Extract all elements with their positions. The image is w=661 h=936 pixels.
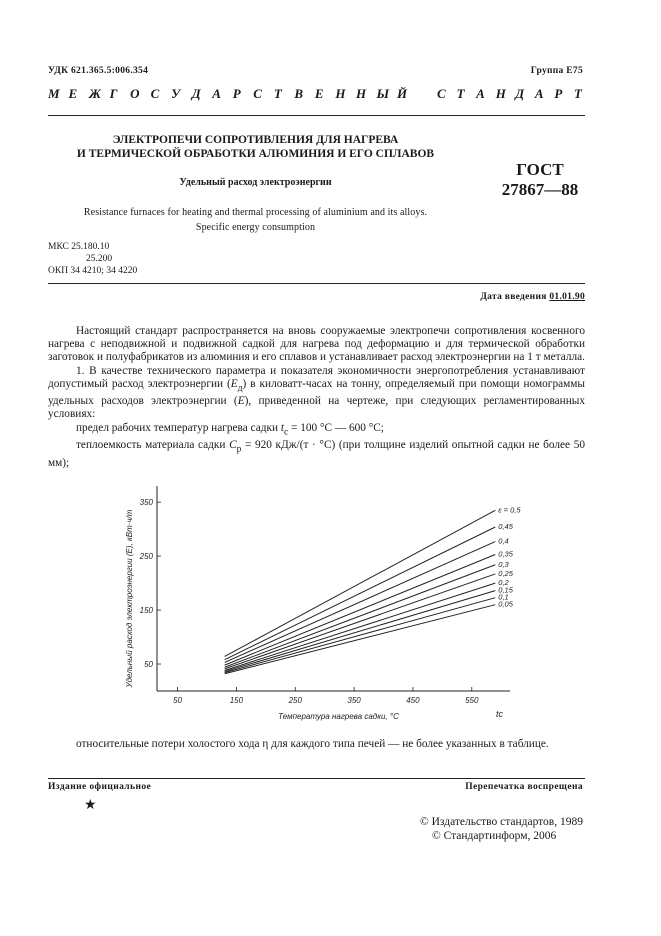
spaced-letter: Н (335, 86, 346, 101)
group-code: Группа Е75 (530, 66, 583, 76)
footer-rule (48, 778, 585, 779)
copyright-line-2: © Стандартинформ, 2006 (431, 830, 557, 842)
spaced-letter: Т (273, 86, 282, 101)
standard-word-interstate (48, 86, 408, 102)
copyright-block (420, 815, 583, 843)
x-tick-label: 450 (406, 696, 420, 705)
series-label: 0,45 (498, 522, 513, 531)
series-label: 0,35 (498, 549, 513, 559)
spaced-letter: Р (232, 86, 241, 101)
spaced-letter: Н (355, 86, 367, 101)
classification-codes (48, 241, 137, 277)
x-tick-label: 250 (288, 696, 302, 705)
y-tick-label: 250 (139, 552, 153, 562)
spaced-letter: Ы (376, 86, 390, 101)
spaced-letter: У (171, 86, 181, 101)
series-line (225, 527, 496, 660)
codes-rule (48, 283, 585, 284)
series-line (225, 565, 496, 668)
paragraph-clause-1: 1. В качестве технического параметра и показателя экономичности энергопотребления устанавливают допустимый расход электроэнергии $(E_д)$ в киловатт-часах на тонну, определяемый при помощи номограммы удельных расходов электроэнергии (E), приведенной на чертеже, при следующих регламентированных условиях: (48, 364, 586, 421)
y-tick-label: 150 (139, 606, 153, 616)
spaced-letter: С (437, 86, 446, 101)
document-title (48, 133, 463, 161)
series-line (225, 555, 496, 666)
spaced-letter: Е (314, 86, 324, 101)
series-line (225, 574, 496, 669)
okp-code: ОКП 34 4210; 34 4220 (48, 266, 138, 276)
x-tick-label: 150 (229, 696, 244, 705)
copyright-line-1: © Издательство стандартов, 1989 (419, 816, 583, 828)
gost-label: ГОСТ (516, 160, 564, 179)
series-line (225, 583, 496, 670)
x-axis-symbol: tс (496, 709, 504, 719)
udk-code: УДК 621.365.5:006.354 (48, 66, 149, 76)
paragraph-idle-losses: относительные потери холостого хода η для каждого типа печей — не более указанных в таблице. (76, 738, 549, 750)
spaced-letter: Ж (89, 86, 101, 101)
gost-block (480, 160, 600, 200)
spaced-letter: Й (397, 86, 408, 101)
series-label: 0,1 (498, 592, 509, 602)
x-axis-title: Температура нагрева садки, °С (278, 712, 399, 721)
energy-consumption-nomogram (110, 478, 530, 723)
y-axis-title: Удельный расход электроэнергии (E), кВт·ч/т (125, 509, 134, 688)
spaced-letter: О (130, 86, 140, 101)
intro-date-label: Дата введения (480, 292, 547, 302)
x-tick-label: 50 (173, 696, 183, 705)
spaced-letter: Т (574, 86, 582, 101)
series-line (225, 598, 496, 673)
english-title (48, 205, 463, 235)
header-rule (48, 115, 585, 116)
spaced-letter: Н (495, 86, 506, 101)
spaced-letter: Т (456, 86, 465, 101)
spaced-letter: Д (191, 86, 201, 101)
body-text-lower (48, 738, 585, 751)
series-label: 0,05 (498, 599, 513, 609)
intro-date-value: 01.01.90 (549, 292, 585, 302)
paragraph-heat-capacity: теплоемкость материала садки $C_р = 920$ кДж/(т · °С) (при толщине изделий опытной садки не более 50 мм); (48, 439, 586, 469)
spaced-letter: А (212, 86, 221, 101)
x-tick-label: 550 (465, 696, 479, 705)
series-label: 0,4 (498, 536, 509, 546)
spaced-letter: Д (515, 86, 525, 101)
spaced-letter: В (294, 86, 304, 101)
spaced-letter: М (48, 86, 60, 101)
spaced-letter: А (534, 86, 544, 101)
series-label: ε = 0,5 (498, 505, 521, 515)
spaced-letter: А (476, 86, 485, 101)
reprint-prohibited: Перепечатка воспрещена (465, 782, 583, 792)
y-tick-label: 50 (144, 660, 153, 670)
edition-official: Издание официальное (48, 782, 152, 792)
gost-number: 27867—88 (501, 180, 579, 199)
series-label: 0,25 (498, 568, 513, 578)
body-text-upper (48, 325, 585, 470)
standard-word-standard (437, 86, 585, 102)
series-label: 0,15 (498, 585, 513, 595)
mks-code-2: 25.200 (86, 254, 113, 264)
series-line (225, 605, 496, 674)
series-line (225, 591, 496, 672)
x-tick-label: 350 (347, 696, 361, 705)
paragraph-scope: Настоящий стандарт распространяется на вновь сооружаемые электропечи сопротивления косвенного нагрева с неподвижной и подвижной садкой для нагрева под деформацию и для термической обработки заготовок и полуфабрикатов из алюминия и его сплавов и устанавливает расход электроэнергии на 1 т металла. (48, 325, 585, 364)
star-icon: ★ (84, 798, 97, 813)
document-subtitle: Удельный расход электроэнергии (179, 177, 332, 188)
english-title-line-1: Resistance furnaces for heating and thermal processing of aluminium and its alloys. (83, 207, 428, 218)
spaced-letter: С (150, 86, 160, 101)
english-title-line-2: Specific energy consumption (195, 222, 316, 233)
series-line (225, 542, 496, 663)
spaced-letter: Е (68, 86, 78, 101)
spaced-letter: С (253, 86, 262, 101)
series-label: 0,2 (498, 578, 509, 588)
spaced-letter: Г (109, 86, 118, 101)
series-line (225, 510, 496, 656)
title-line-2: И ТЕРМИЧЕСКОЙ ОБРАБОТКИ АЛЮМИНИЯ И ЕГО СПЛАВОВ (76, 148, 435, 160)
paragraph-temperature: предел рабочих температур нагрева садки $t_с = 100$ °С — 600 °С; (76, 421, 384, 437)
y-tick-label: 350 (139, 498, 153, 508)
title-line-1: ЭЛЕКТРОПЕЧИ СОПРОТИВЛЕНИЯ ДЛЯ НАГРЕВА (112, 134, 399, 146)
series-label: 0,3 (498, 559, 509, 569)
spaced-letter: Р (554, 86, 563, 101)
mks-code-1: МКС 25.180.10 (48, 242, 110, 252)
intro-date (480, 292, 585, 302)
